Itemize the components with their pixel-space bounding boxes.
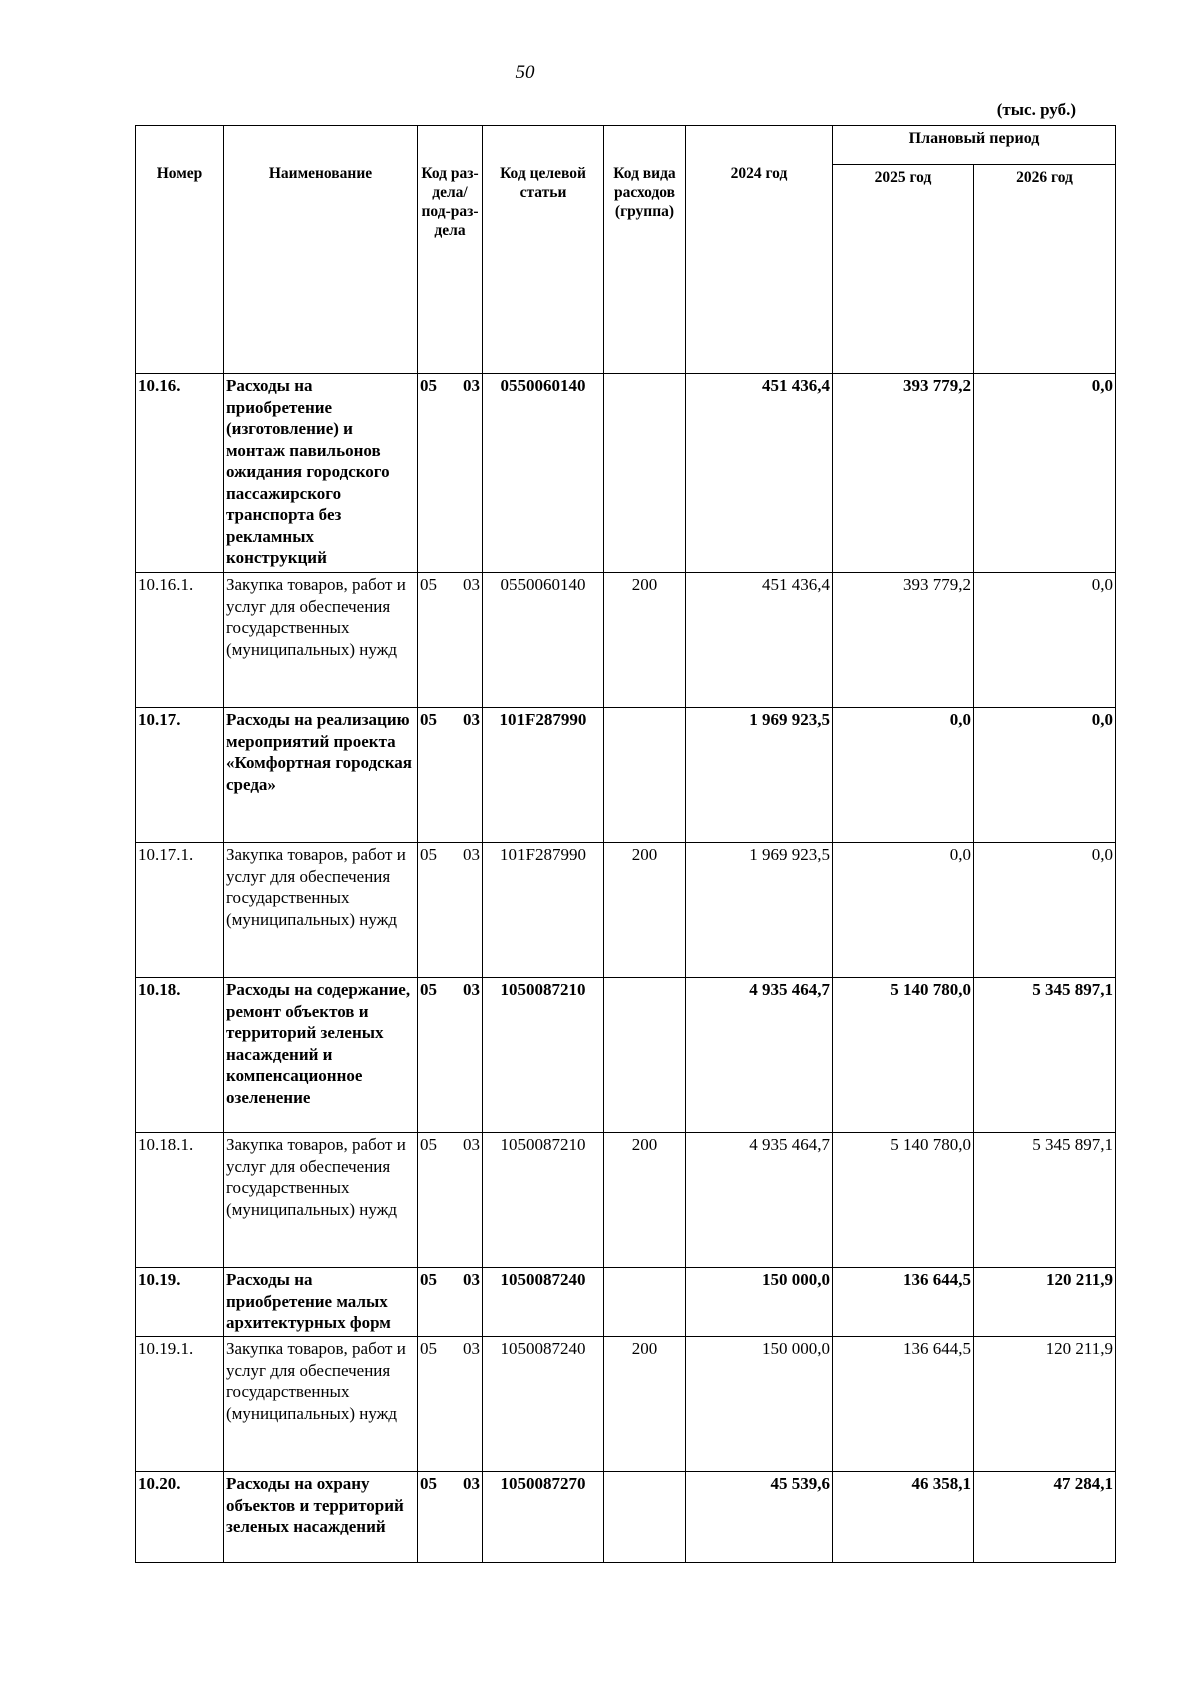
row-2024: 1 969 923,5	[686, 843, 833, 978]
row-target-code: 0550060140	[483, 573, 604, 708]
table-row	[136, 1268, 1116, 1337]
row-2024: 1 969 923,5	[686, 708, 833, 843]
row-section-code	[418, 1268, 483, 1337]
table-row	[136, 1337, 1116, 1472]
row-2025: 0,0	[833, 843, 974, 978]
row-number: 10.20.	[136, 1472, 224, 1563]
row-2026: 5 345 897,1	[974, 1133, 1116, 1268]
row-2026: 0,0	[974, 843, 1116, 978]
section-code: 05	[420, 1135, 437, 1154]
page-number: 50	[515, 62, 535, 83]
row-target-code: 101F287990	[483, 843, 604, 978]
row-section-code	[418, 1472, 483, 1563]
row-2026: 120 211,9	[974, 1268, 1116, 1337]
row-target-code: 1050087240	[483, 1268, 604, 1337]
header-number: Номер	[136, 126, 224, 374]
subsection-code: 03	[463, 376, 480, 395]
subsection-code: 03	[463, 710, 480, 729]
section-code: 05	[420, 575, 437, 594]
row-2025: 136 644,5	[833, 1337, 974, 1472]
subsection-code: 03	[463, 1135, 480, 1154]
table-body	[136, 374, 1116, 1563]
row-number: 10.19.	[136, 1268, 224, 1337]
row-section-code	[418, 374, 483, 573]
row-section-code	[418, 708, 483, 843]
section-code: 05	[420, 710, 437, 729]
table-row	[136, 843, 1116, 978]
row-target-code: 101F287990	[483, 708, 604, 843]
row-expense-type	[604, 708, 686, 843]
table-row	[136, 1133, 1116, 1268]
row-2024: 150 000,0	[686, 1337, 833, 1472]
row-2026: 120 211,9	[974, 1337, 1116, 1472]
row-number: 10.16.	[136, 374, 224, 573]
row-expense-type: 200	[604, 1337, 686, 1472]
table-row	[136, 1472, 1116, 1563]
row-name: Закупка товаров, работ и услуг для обеспечения государственных (муниципальных) нужд	[224, 1337, 418, 1472]
row-2025: 46 358,1	[833, 1472, 974, 1563]
header-name: Наименование	[224, 126, 418, 374]
row-section-code	[418, 843, 483, 978]
row-target-code: 0550060140	[483, 374, 604, 573]
row-2026: 0,0	[974, 374, 1116, 573]
row-expense-type: 200	[604, 843, 686, 978]
row-2026: 0,0	[974, 573, 1116, 708]
subsection-code: 03	[463, 575, 480, 594]
row-2025: 5 140 780,0	[833, 978, 974, 1133]
budget-table	[135, 125, 1116, 1563]
row-expense-type	[604, 978, 686, 1133]
row-2026: 0,0	[974, 708, 1116, 843]
row-expense-type: 200	[604, 573, 686, 708]
section-code: 05	[420, 1474, 437, 1493]
row-name: Расходы на приобретение (изготовление) и монтаж павильонов ожидания городского пассажирского транспорта без рекламных конструкций	[224, 374, 418, 573]
row-2024: 451 436,4	[686, 573, 833, 708]
row-target-code: 1050087270	[483, 1472, 604, 1563]
row-number: 10.18.1.	[136, 1133, 224, 1268]
row-expense-type	[604, 374, 686, 573]
subsection-code: 03	[463, 980, 480, 999]
row-expense-type	[604, 1268, 686, 1337]
row-2025: 393 779,2	[833, 573, 974, 708]
row-target-code: 1050087210	[483, 1133, 604, 1268]
section-code: 05	[420, 1270, 437, 1289]
section-code: 05	[420, 376, 437, 395]
row-name: Расходы на охрану объектов и территорий зеленых насаждений	[224, 1472, 418, 1563]
row-name: Закупка товаров, работ и услуг для обеспечения государственных (муниципальных) нужд	[224, 843, 418, 978]
row-number: 10.18.	[136, 978, 224, 1133]
row-name: Расходы на приобретение малых архитектурных форм	[224, 1268, 418, 1337]
subsection-code: 03	[463, 1474, 480, 1493]
header-target: Код целевой статьи	[483, 126, 604, 374]
row-2024: 4 935 464,7	[686, 978, 833, 1133]
row-number: 10.19.1.	[136, 1337, 224, 1472]
table-row	[136, 573, 1116, 708]
row-target-code: 1050087240	[483, 1337, 604, 1472]
row-name: Расходы на содержание, ремонт объектов и территорий зеленых насаждений и компенсационное озеленение	[224, 978, 418, 1133]
row-section-code	[418, 978, 483, 1133]
header-2024: 2024 год	[686, 126, 833, 374]
section-code: 05	[420, 980, 437, 999]
row-2024: 150 000,0	[686, 1268, 833, 1337]
row-expense-type: 200	[604, 1133, 686, 1268]
subsection-code: 03	[463, 845, 480, 864]
subsection-code: 03	[463, 1339, 480, 1358]
header-2026: 2026 год	[974, 165, 1116, 374]
section-code: 05	[420, 1339, 437, 1358]
row-section-code	[418, 1133, 483, 1268]
row-section-code	[418, 1337, 483, 1472]
row-expense-type	[604, 1472, 686, 1563]
row-2024: 45 539,6	[686, 1472, 833, 1563]
table-row	[136, 374, 1116, 573]
row-name: Закупка товаров, работ и услуг для обеспечения государственных (муниципальных) нужд	[224, 573, 418, 708]
row-2024: 4 935 464,7	[686, 1133, 833, 1268]
row-number: 10.17.1.	[136, 843, 224, 978]
row-2025: 5 140 780,0	[833, 1133, 974, 1268]
row-section-code	[418, 573, 483, 708]
header-section: Код раз-дела/ под-раз-дела	[418, 126, 483, 374]
row-target-code: 1050087210	[483, 978, 604, 1133]
header-2025: 2025 год	[833, 165, 974, 374]
row-2024: 451 436,4	[686, 374, 833, 573]
section-code: 05	[420, 845, 437, 864]
header-expense-type: Код вида расходов (группа)	[604, 126, 686, 374]
row-number: 10.16.1.	[136, 573, 224, 708]
table-row	[136, 978, 1116, 1133]
row-2026: 47 284,1	[974, 1472, 1116, 1563]
row-2025: 393 779,2	[833, 374, 974, 573]
row-2025: 136 644,5	[833, 1268, 974, 1337]
units-label: (тыс. руб.)	[996, 100, 1076, 119]
row-name: Расходы на реализацию мероприятий проекта «Комфортная городская среда»	[224, 708, 418, 843]
table-row	[136, 708, 1116, 843]
header-plan-period: Плановый период	[833, 126, 1116, 165]
subsection-code: 03	[463, 1270, 480, 1289]
row-name: Закупка товаров, работ и услуг для обеспечения государственных (муниципальных) нужд	[224, 1133, 418, 1268]
row-number: 10.17.	[136, 708, 224, 843]
row-2025: 0,0	[833, 708, 974, 843]
row-2026: 5 345 897,1	[974, 978, 1116, 1133]
